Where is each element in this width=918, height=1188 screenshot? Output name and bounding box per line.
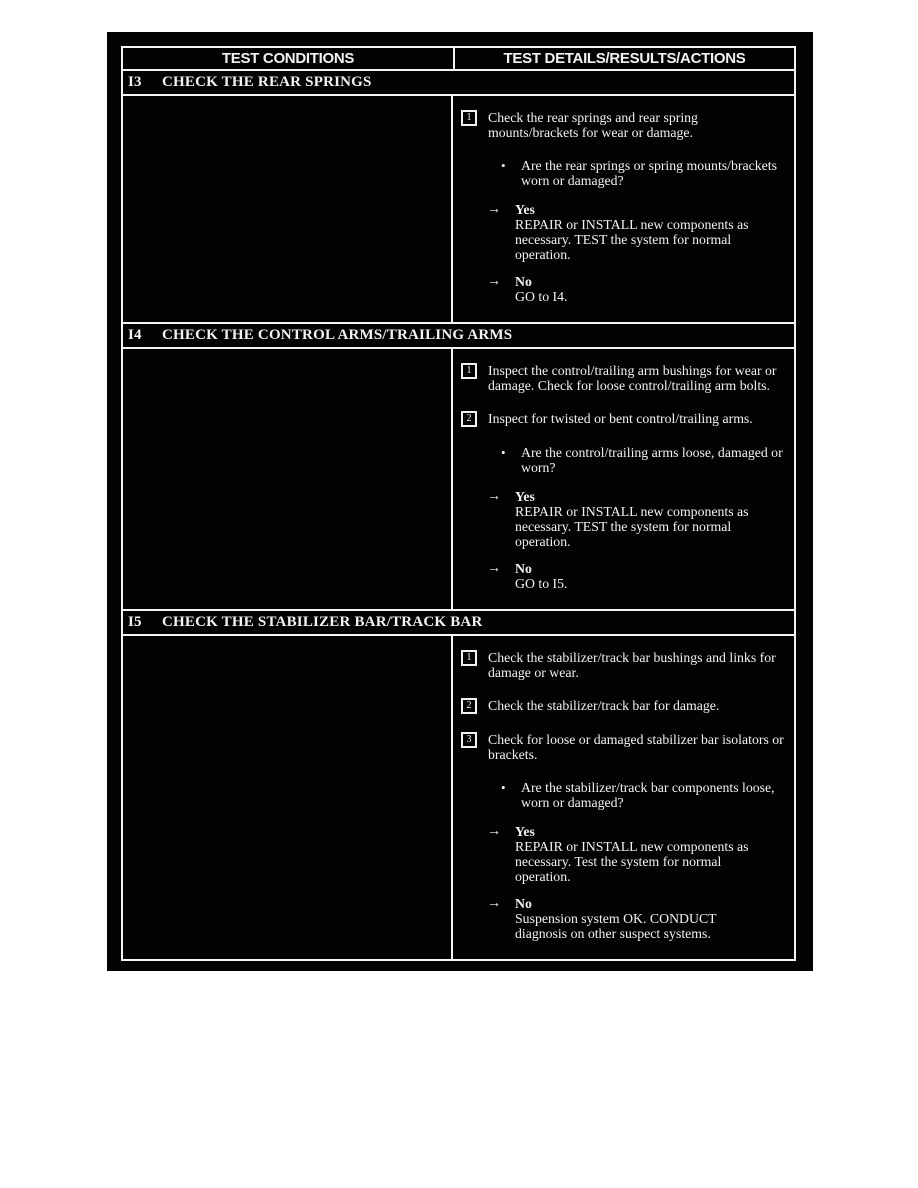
- result-label: No: [515, 274, 532, 289]
- diagnostic-table: [121, 46, 796, 961]
- section-id: I4: [128, 327, 142, 343]
- result-label: No: [515, 896, 532, 911]
- step-number-box: 1: [461, 110, 477, 126]
- result-item-yes: [461, 202, 799, 262]
- result-text: REPAIR or INSTALL new components as necessary. TEST the system for normal operation.: [515, 217, 749, 262]
- step-number-box: 1: [461, 363, 477, 379]
- section-id: I3: [128, 74, 142, 90]
- step-number-box: 2: [461, 411, 477, 427]
- section-header-i3: [123, 71, 794, 96]
- scanned-page-region: [108, 33, 812, 970]
- table-header-row: [123, 48, 794, 71]
- result-item-yes: [461, 489, 799, 549]
- step-text: Inspect the control/trailing arm bushings for wear or damage. Check for loose control/trailing arm bolts.: [488, 363, 777, 393]
- result-text: GO to I4.: [515, 289, 568, 304]
- step-text: Check the stabilizer/track bar for damage.: [488, 698, 720, 713]
- section-header-i4: [123, 324, 794, 349]
- step-item: [461, 110, 799, 140]
- result-text: Suspension system OK. CONDUCT diagnosis on other suspect systems.: [515, 911, 717, 941]
- column-header-test-conditions: TEST CONDITIONS: [221, 50, 355, 67]
- section-id: I5: [128, 614, 142, 630]
- result-item-no: [461, 274, 799, 304]
- section-title: CHECK THE STABILIZER BAR/TRACK BAR: [162, 614, 483, 630]
- result-text: GO to I5.: [515, 576, 568, 591]
- step-item: [461, 363, 799, 393]
- step-text: Check the rear springs and rear spring mounts/brackets for wear or damage.: [488, 110, 698, 140]
- result-item-no: [461, 896, 799, 941]
- arrow-icon: →: [487, 202, 501, 217]
- step-text: Check for loose or damaged stabilizer bar isolators or brackets.: [488, 732, 784, 762]
- test-details-cell: [453, 636, 805, 959]
- section-body-i3: [123, 96, 794, 324]
- result-text: REPAIR or INSTALL new components as necessary. TEST the system for normal operation.: [515, 504, 749, 549]
- question-item: [461, 780, 799, 810]
- step-text: Check the stabilizer/track bar bushings and links for damage or wear.: [488, 650, 776, 680]
- result-label: Yes: [515, 489, 535, 504]
- step-number-box: 2: [461, 698, 477, 714]
- test-conditions-cell: [123, 636, 453, 959]
- arrow-icon: →: [487, 274, 501, 289]
- result-label: No: [515, 561, 532, 576]
- result-item-yes: [461, 824, 799, 884]
- test-details-cell: [453, 349, 805, 609]
- bullet-icon: •: [501, 158, 506, 173]
- section-body-i5: [123, 636, 794, 959]
- result-label: Yes: [515, 202, 535, 217]
- question-text: Are the stabilizer/track bar components loose, worn or damaged?: [521, 780, 775, 810]
- step-number-box: 1: [461, 650, 477, 666]
- result-label: Yes: [515, 824, 535, 839]
- arrow-icon: →: [487, 561, 501, 576]
- section-body-i4: [123, 349, 794, 611]
- section-header-i5: [123, 611, 794, 636]
- result-text: REPAIR or INSTALL new components as necessary. Test the system for normal operation.: [515, 839, 749, 884]
- test-conditions-cell: [123, 349, 453, 609]
- step-number-box: 3: [461, 732, 477, 748]
- step-item: [461, 698, 799, 714]
- step-item: [461, 650, 799, 680]
- test-conditions-cell: [123, 96, 453, 322]
- section-title: CHECK THE REAR SPRINGS: [162, 74, 372, 90]
- bullet-icon: •: [501, 445, 506, 460]
- question-item: [461, 445, 799, 475]
- bullet-icon: •: [501, 780, 506, 795]
- test-details-cell: [453, 96, 805, 322]
- arrow-icon: →: [487, 896, 501, 911]
- question-item: [461, 158, 799, 188]
- step-item: [461, 411, 799, 427]
- arrow-icon: →: [487, 824, 501, 839]
- question-text: Are the control/trailing arms loose, damaged or worn?: [521, 445, 783, 475]
- step-item: [461, 732, 799, 762]
- section-title: CHECK THE CONTROL ARMS/TRAILING ARMS: [162, 327, 513, 343]
- step-text: Inspect for twisted or bent control/trailing arms.: [488, 411, 753, 426]
- result-item-no: [461, 561, 799, 591]
- column-header-test-details: TEST DETAILS/RESULTS/ACTIONS: [453, 48, 794, 69]
- arrow-icon: →: [487, 489, 501, 504]
- question-text: Are the rear springs or spring mounts/brackets worn or damaged?: [521, 158, 777, 188]
